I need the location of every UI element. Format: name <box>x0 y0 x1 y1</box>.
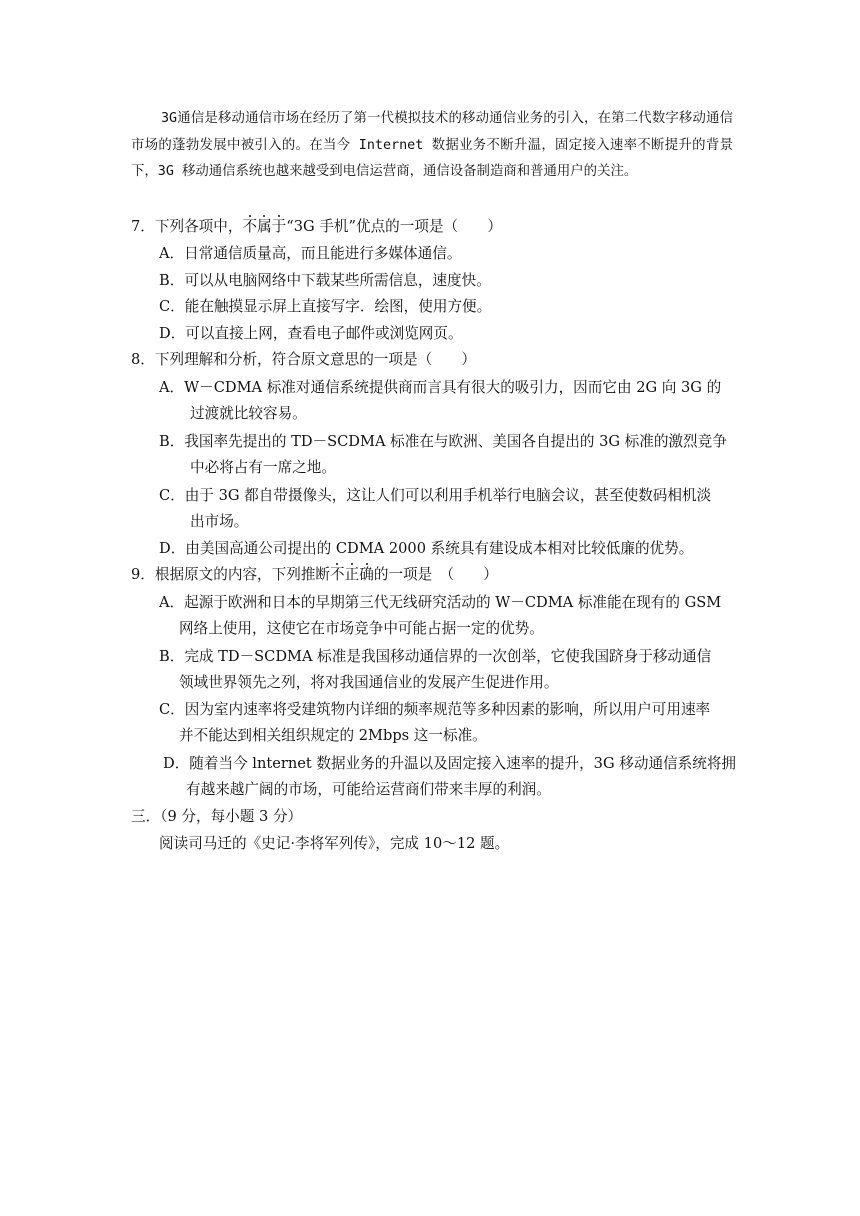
option-b: B．完成 TD－SCDMA 标准是我国移动通信界的一次创举，它使我国跻身于移动通信 <box>159 648 712 665</box>
option-c: C．能在触摸显示屏上直接写字．绘图，使用方便。 <box>159 298 492 315</box>
emphasis-marked-text <box>242 218 286 235</box>
question-9-stem: 9．根据原文的内容，下列推断不正确的一项是 （ ） <box>131 566 498 583</box>
option-c: C．由于 3G 都自带摄像头，这让人们可以利用手机举行电脑会议，甚至使数码相机淡 <box>159 487 712 504</box>
option-b: B．可以从电脑网络中下载某些所需信息，速度快。 <box>159 272 491 289</box>
emphasis-character: 于 <box>271 218 287 235</box>
option-c: C．因为室内速率将受建筑物内详细的频率规范等多种因素的影响，所以用户可用速率 <box>159 701 711 718</box>
question-7-stem: 7．下列各项中，不属于“3G 手机”优点的一项是（ ） <box>131 218 502 235</box>
emphasis-character: 不 <box>242 218 258 235</box>
emphasis-character: 正 <box>344 566 360 583</box>
option-a-continued: 网络上使用，这使它在市场竞争中可能占据一定的优势。 <box>179 620 544 637</box>
option-a: A．起源于欧洲和日本的早期第三代无线研究活动的 W－CDMA 标准能在现有的 GSM <box>159 594 722 611</box>
emphasis-character: 不 <box>330 566 345 583</box>
option-b-continued: 领域世界领先之列，将对我国通信业的发展产生促进作用。 <box>179 674 559 691</box>
option-c-continued: 并不能达到相关组织规定的 2Mbps 这一标准。 <box>179 727 487 744</box>
option-d-continued: 有越来越广阔的市场，可能给运营商们带来丰厚的利润。 <box>186 781 551 798</box>
emphasis-character: 属 <box>257 218 272 235</box>
option-b-continued: 中必将占有一席之地。 <box>190 459 336 476</box>
intro-paragraph: 3G通信是移动通信市场在经历了第一代模拟技术的移动通信业务的引入，在第二代数字移动通信市场的蓬勃发展中被引入的。在当今 Internet 数据业务不断升温，固定接入速率不断提升的背景下，3G 移动通信系统也越来越受到电信运营商，通信设备制造商和普通用户的关注。 <box>131 111 733 180</box>
question-8-stem: 8．下列理解和分析，符合原文意思的一项是（ ） <box>131 351 476 368</box>
emphasis-character: 确 <box>359 566 374 583</box>
option-a: A．W－CDMA 标准对通信系统提供商而言具有很大的吸引力，因而它由 2G 向 3G 的 <box>159 379 722 396</box>
option-a: A．日常通信质量高，而且能进行多媒体通信。 <box>159 245 462 262</box>
option-c-continued: 出市场。 <box>190 513 249 530</box>
option-d: D．随着当今 lnternet 数据业务的升温以及固定接入速率的提升，3G 移动通信系统将拥 <box>163 755 737 772</box>
emphasis-marked-text <box>330 566 374 583</box>
option-d: D．可以直接上网，查看电子邮件或浏览网页。 <box>159 325 463 342</box>
option-a-continued: 过渡就比较容易。 <box>190 405 307 422</box>
option-d: D．由美国高通公司提出的 CDMA 2000 系统具有建设成本相对比较低廉的优势。 <box>159 540 694 557</box>
section-3-heading: 三．（9 分，每小题 3 分） <box>131 808 303 825</box>
option-b: B．我国率先提出的 TD－SCDMA 标准在与欧洲、美国各自提出的 3G 标准的激烈竞争 <box>159 433 727 450</box>
section-3-instruction: 阅读司马迁的《史记·李将军列传》，完成 10～12 题。 <box>159 835 510 852</box>
